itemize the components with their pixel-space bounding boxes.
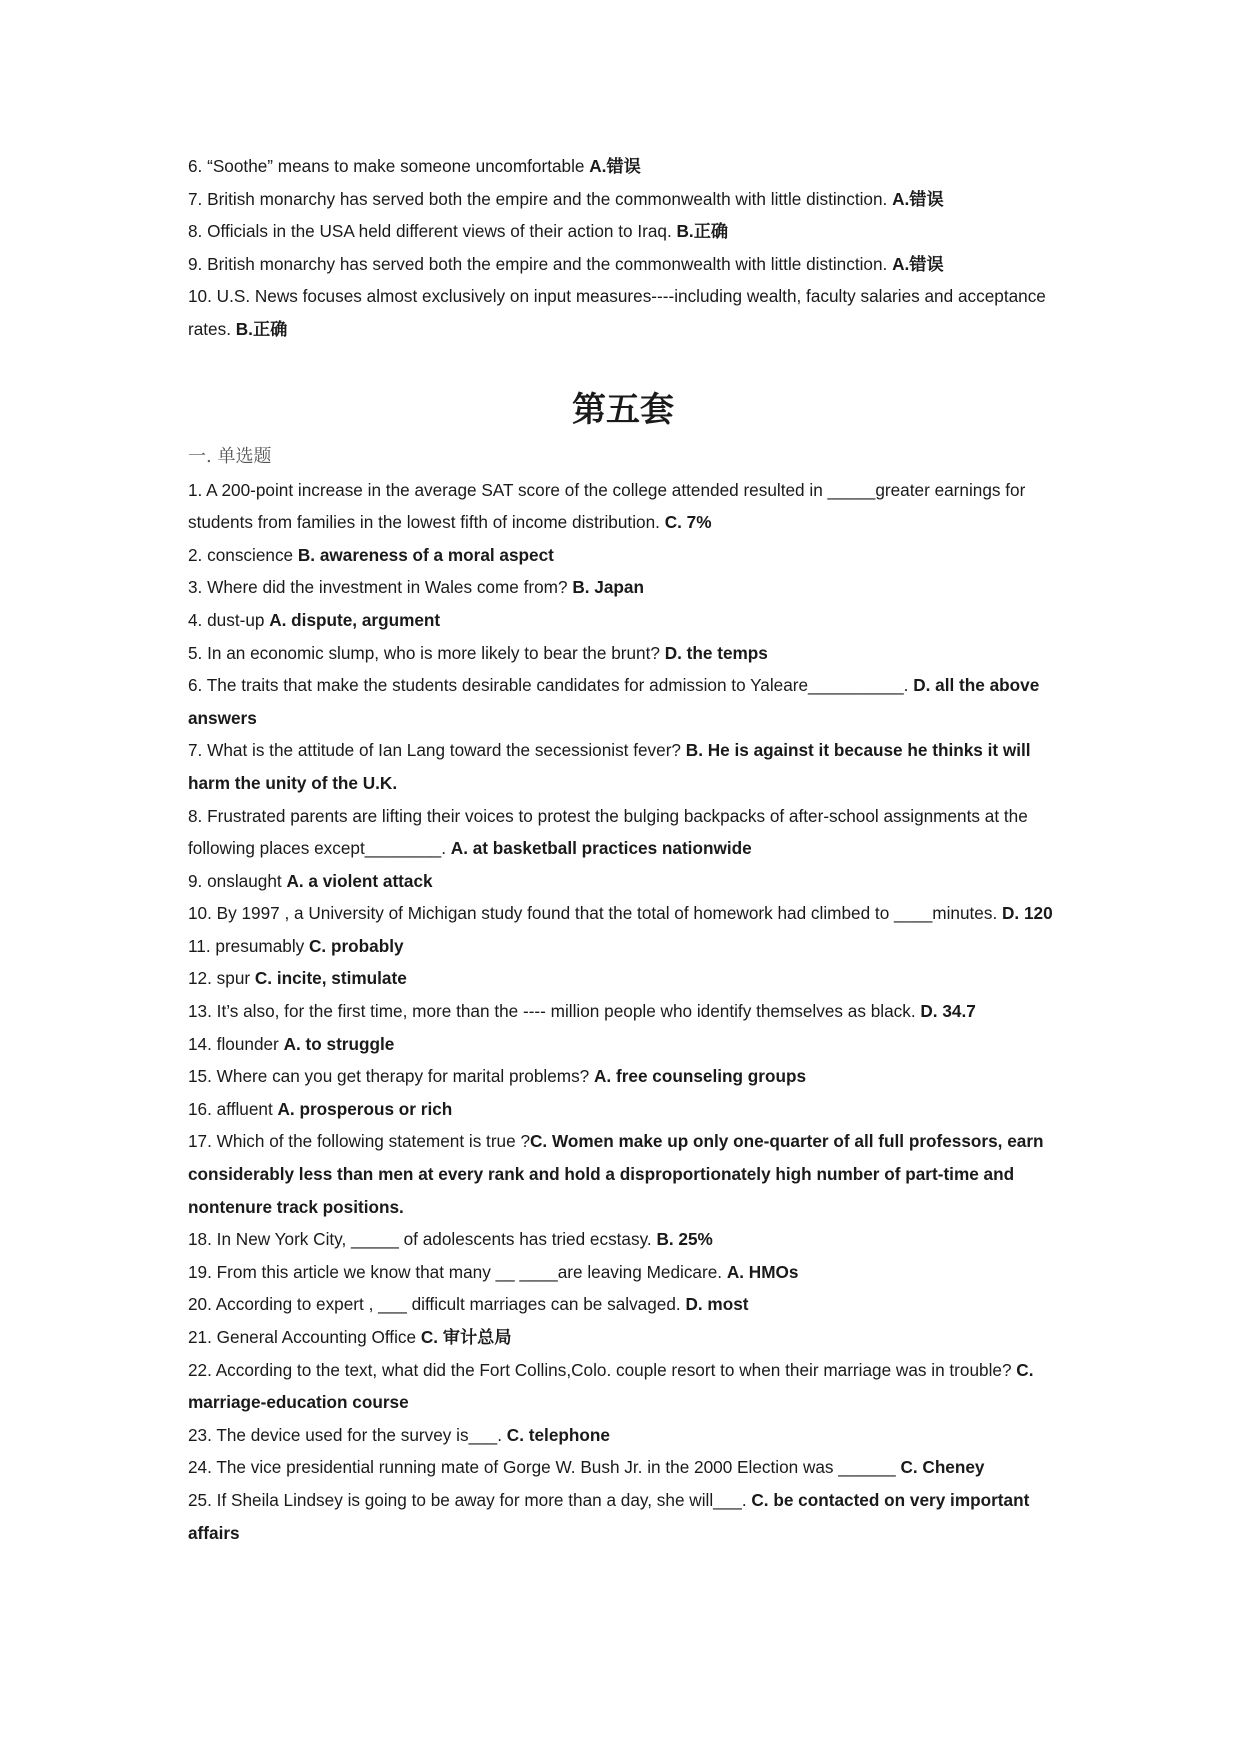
question-item: 7. British monarchy has served both the empire and the commonwealth with little distinction. A.错误 (188, 188, 944, 209)
question-item: 1. A 200-point increase in the average SAT score of the college attended resulted in _____greater earnings for students from families in the lowest fifth of income distribution. C. 7% (188, 479, 1026, 533)
question-item: 11. presumably C. probably (188, 935, 404, 956)
question-item: 10. U.S. News focuses almost exclusively on input measures----including wealth, faculty salaries and acceptance rates. B.正确 (188, 286, 1046, 339)
question-item: 5. In an economic slump, who is more likely to bear the brunt? D. the temps (188, 642, 768, 663)
question-item: 7. What is the attitude of Ian Lang toward the secessionist fever? B. He is against it because he thinks it will harm the unity of the U.K. (188, 740, 1031, 793)
question-item: 8. Frustrated parents are lifting their voices to protest the bulging backpacks of after-school assignments at the following places except________. A. at basketball practices nationwide (188, 805, 1028, 859)
question-item: 9. onslaught A. a violent attack (188, 870, 433, 891)
section-title: 一. 单选题 (188, 445, 272, 467)
set-heading: 第五套 (572, 389, 674, 430)
question-item: 8. Officials in the USA held different views of their action to Iraq. B.正确 (188, 221, 729, 242)
question-item: 25. If Sheila Lindsey is going to be away for more than a day, she will___. C. be contacted on very important affairs (188, 1489, 1030, 1543)
question-item: 21. General Accounting Office C. 审计总局 (188, 1327, 512, 1347)
question-item: 12. spur C. incite, stimulate (188, 968, 407, 989)
question-item: 10. By 1997 , a University of Michigan study found that the total of homework had climbed to ____minutes. D. 120 (188, 903, 1053, 924)
question-item: 18. In New York City, _____ of adolescents has tried ecstasy. B. 25% (188, 1229, 713, 1250)
question-item: 6. “Soothe” means to make someone uncomfortable A.错误 (188, 156, 641, 176)
question-item: 14. flounder A. to struggle (188, 1033, 395, 1054)
single-choice-answers (188, 474, 1058, 1550)
question-item: 24. The vice presidential running mate of Gorge W. Bush Jr. in the 2000 Election was ______ C. Cheney (188, 1457, 985, 1478)
question-item: 3. Where did the investment in Wales come from? B. Japan (188, 577, 644, 598)
question-item: 20. According to expert , ___ difficult marriages can be salvaged. D. most (188, 1294, 749, 1315)
question-item: 13. It’s also, for the first time, more than the ---- million people who identify themselves as black. D. 34.7 (188, 1001, 976, 1022)
question-item: 22. According to the text, what did the Fort Collins,Colo. couple resort to when their marriage was in trouble? C. marriage-education course (188, 1359, 1034, 1413)
question-item: 15. Where can you get therapy for marital problems? A. free counseling groups (188, 1066, 807, 1087)
true-false-answers (188, 150, 1058, 346)
question-item: 16. affluent A. prosperous or rich (188, 1098, 453, 1119)
document-page (188, 150, 1058, 1549)
question-item: 6. The traits that make the students desirable candidates for admission to Yaleare__________. D. all the above answers (188, 675, 1040, 728)
question-item: 19. From this article we know that many __ ____are leaving Medicare. A. HMOs (188, 1261, 799, 1282)
question-item: 23. The device used for the survey is___. C. telephone (188, 1424, 610, 1445)
question-item: 9. British monarchy has served both the empire and the commonwealth with little distinction. A.错误 (188, 253, 944, 274)
question-item: 2. conscience B. awareness of a moral aspect (188, 544, 554, 565)
question-item: 17. Which of the following statement is true ?C. Women make up only one-quarter of all full professors, earn considerably less than men at every rank and hold a disproportionately high number of part-time and nontenure track positions. (188, 1131, 1044, 1217)
question-item: 4. dust-up A. dispute, argument (188, 609, 441, 630)
